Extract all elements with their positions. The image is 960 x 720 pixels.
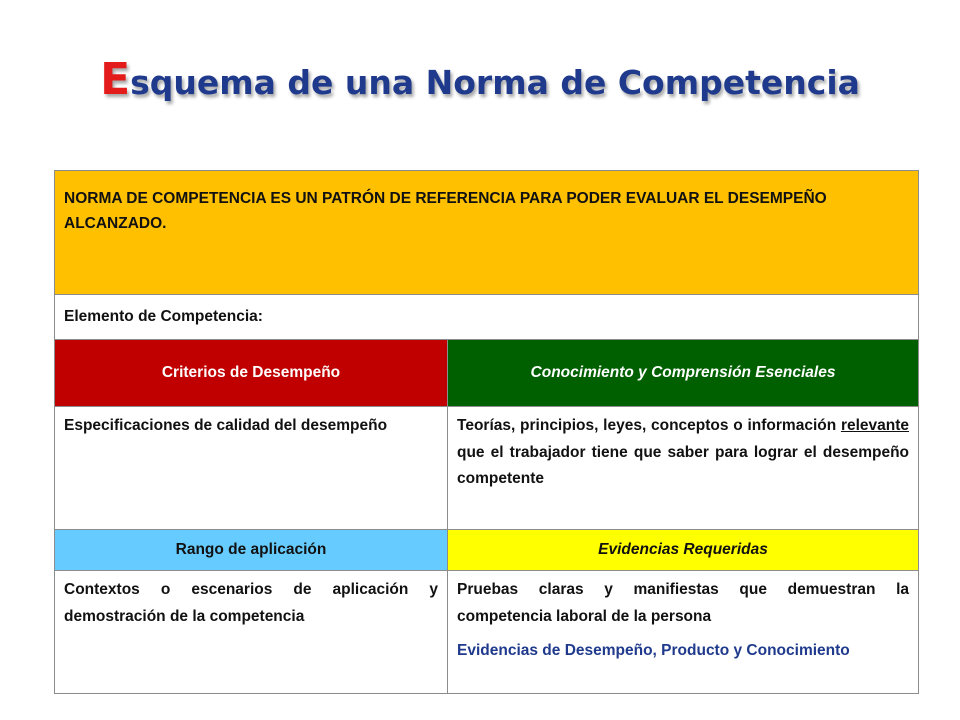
element-row: [55, 295, 919, 340]
conocimiento-header: Conocimiento y Comprensión Esenciales: [448, 340, 919, 407]
header-row-1: [55, 340, 919, 407]
competency-table: [54, 170, 919, 694]
criterios-header: Criterios de Desempeño: [55, 340, 448, 407]
evidencias-header: Evidencias Requeridas: [448, 530, 919, 571]
content-row-1: [55, 407, 919, 530]
pruebas-cell: [448, 571, 919, 694]
title-first-letter: E: [100, 54, 131, 105]
teorias-underlined: relevante: [840, 417, 910, 434]
definition-cell: NORMA DE COMPETENCIA ES UN PATRÓN DE REFERENCIA PARA PODER EVALUAR EL DESEMPEÑO ALCANZADO.: [55, 171, 919, 295]
teorias-text-after: que el trabajador tiene que saber para lograr el desempeño competente: [457, 443, 910, 488]
header-row-2: [55, 530, 919, 571]
title-rest: squema de una Norma de Competencia: [130, 63, 860, 102]
teorias-cell: [448, 407, 919, 530]
teorias-text-before: Teorías, principios, leyes, conceptos o información: [457, 417, 841, 434]
element-label: Elemento de Competencia:: [55, 295, 919, 340]
especificaciones-cell: Especificaciones de calidad del desempeño: [55, 407, 448, 530]
definition-row: [55, 171, 919, 295]
evidence-types-text: Evidencias de Desempeño, Producto y Conocimiento: [457, 642, 850, 660]
page-title: [0, 54, 960, 105]
rango-header: Rango de aplicación: [55, 530, 448, 571]
content-row-2: [55, 571, 919, 694]
contextos-cell: Contextos o escenarios de aplicación y demostración de la competencia: [55, 571, 448, 694]
pruebas-text: Pruebas claras y manifiestas que demuestran la competencia laboral de la persona: [457, 581, 910, 625]
